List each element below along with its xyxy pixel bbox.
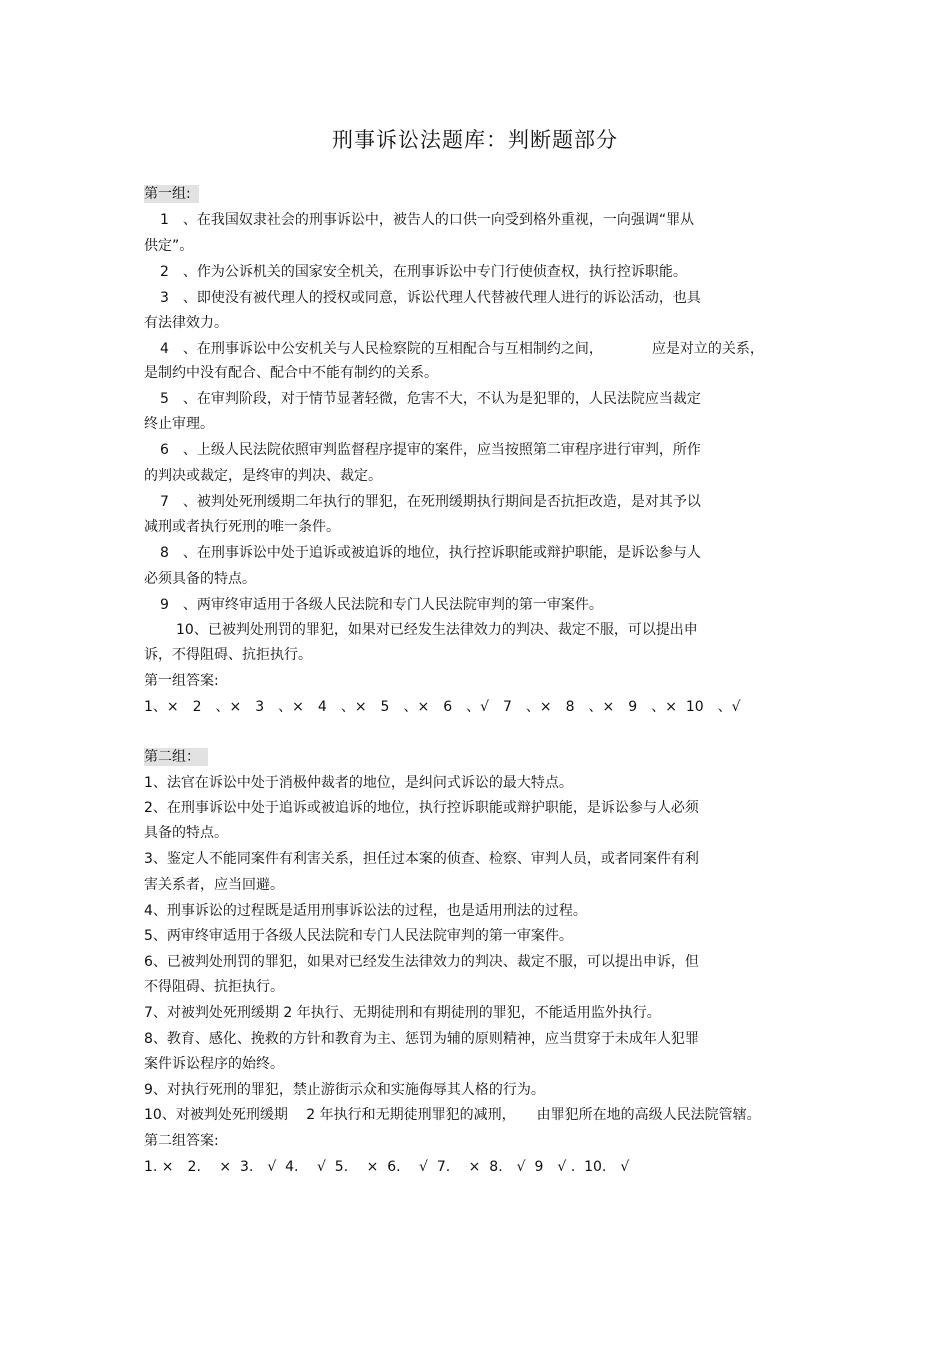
g2-q2-line1: 2、在刑事诉讼中处于追诉或被追诉的地位，执行控诉职能或辩护职能，是诉讼参与人必须 <box>144 800 699 816</box>
g2-q1-line1: 1、法官在诉讼中处于消极仲裁者的地位，是纠问式诉讼的最大特点。 <box>144 775 573 791</box>
g1-q4-line1: 4 、在刑事诉讼中公安机关与人民检察院的互相配合与互相制约之间， 应是对立的关系， <box>160 341 764 357</box>
g1-q5-line1: 5 、在审判阶段，对于情节显著轻微，危害不大，不认为是犯罪的，人民法院应当裁定 <box>160 391 701 407</box>
page-title: 刑事诉讼法题库：判断题部分 <box>332 128 618 152</box>
g2-q3-line2: 害关系者，应当回避。 <box>144 877 284 893</box>
g1-q3-line1: 3 、即使没有被代理人的授权或同意，诉讼代理人代替被代理人进行的诉讼活动，也具 <box>160 290 701 306</box>
g1-q10-line2: 诉，不得阻碍、抗拒执行。 <box>144 647 312 663</box>
g2-q10-line1: 10、对被判处死刑缓期 2 年执行和无期徒刑罪犯的减刑， 由罪犯所在地的高级人民法院管辖。 <box>144 1107 761 1123</box>
group1-heading: 第一组: <box>144 184 199 204</box>
g2-q8-line1: 8、教育、感化、挽救的方针和教育为主、惩罚为辅的原则精神，应当贯穿于未成年人犯罪 <box>144 1031 699 1047</box>
g1-q7-line2: 减刑或者执行死刑的唯一条件。 <box>144 519 340 535</box>
g1-q8-line1: 8 、在刑事诉讼中处于追诉或被追诉的地位，执行控诉职能或辩护职能，是诉讼参与人 <box>160 545 701 561</box>
g1-q3-line2: 有法律效力。 <box>144 315 228 331</box>
g2-q4-line1: 4、刑事诉讼的过程既是适用刑事诉讼法的过程，也是适用刑法的过程。 <box>144 903 587 919</box>
g1-q9-line1: 9 、两审终审适用于各级人民法院和专门人民法院审判的第一审案件。 <box>160 597 603 613</box>
group1-answer-label: 第一组答案: <box>144 673 219 689</box>
group2-answers: 1. × 2. × 3. √ 4. √ 5. × 6. √ 7. × 8. √ 9 √ . 10. √ <box>144 1159 630 1175</box>
g1-q6-line2: 的判决或裁定，是终审的判决、裁定。 <box>144 468 382 484</box>
g2-q8-line2: 案件诉讼程序的始终。 <box>144 1056 284 1072</box>
group2-answer-label: 第二组答案: <box>144 1133 219 1149</box>
g2-q9-line1: 9、对执行死刑的罪犯，禁止游街示众和实施侮辱其人格的行为。 <box>144 1082 545 1098</box>
g2-q3-line1: 3、鉴定人不能同案件有利害关系，担任过本案的侦查、检察、审判人员，或者同案件有利 <box>144 851 699 867</box>
g1-q5-line2: 终止审理。 <box>144 416 214 432</box>
g1-q1-line1: 1 、在我国奴隶社会的刑事诉讼中，被告人的口供一向受到格外重视，一向强调“罪从 <box>160 212 695 228</box>
group2-heading: 第二组： <box>144 747 208 767</box>
g2-q2-line2: 具备的特点。 <box>144 825 228 841</box>
g2-q5-line1: 5、两审终审适用于各级人民法院和专门人民法院审判的第一审案件。 <box>144 928 573 944</box>
g1-q8-line2: 必须具备的特点。 <box>144 571 256 587</box>
g2-q6-line1: 6、已被判处刑罚的罪犯，如果对已经发生法律效力的判决、裁定不服，可以提出申诉，但 <box>144 954 699 970</box>
g2-q7-line1: 7、对被判处死刑缓期 2 年执行、无期徒刑和有期徒刑的罪犯，不能适用监外执行。 <box>144 1005 661 1021</box>
g1-q7-line1: 7 、被判处死刑缓期二年执行的罪犯，在死刑缓期执行期间是否抗拒改造，是对其予以 <box>160 494 701 510</box>
g1-q4-line2: 是制约中没有配合、配合中不能有制约的关系。 <box>144 365 438 381</box>
g1-q1-line2: 供定”。 <box>144 238 194 254</box>
g1-q6-line1: 6 、上级人民法院依照审判监督程序提审的案件，应当按照第二审程序进行审判，所作 <box>160 442 701 458</box>
g1-q10-line1: 10、已被判处刑罚的罪犯，如果对已经发生法律效力的判决、裁定不服，可以提出申 <box>176 622 698 638</box>
g2-q6-line2: 不得阻碍、抗拒执行。 <box>144 979 284 995</box>
g1-q2-line1: 2 、作为公诉机关的国家安全机关，在刑事诉讼中专门行使侦查权，执行控诉职能。 <box>160 264 687 280</box>
group1-answers: 1、× 2 、× 3 、× 4 、× 5 、× 6 、√ 7 、× 8 、× 9 、× 10 、√ <box>144 699 741 715</box>
